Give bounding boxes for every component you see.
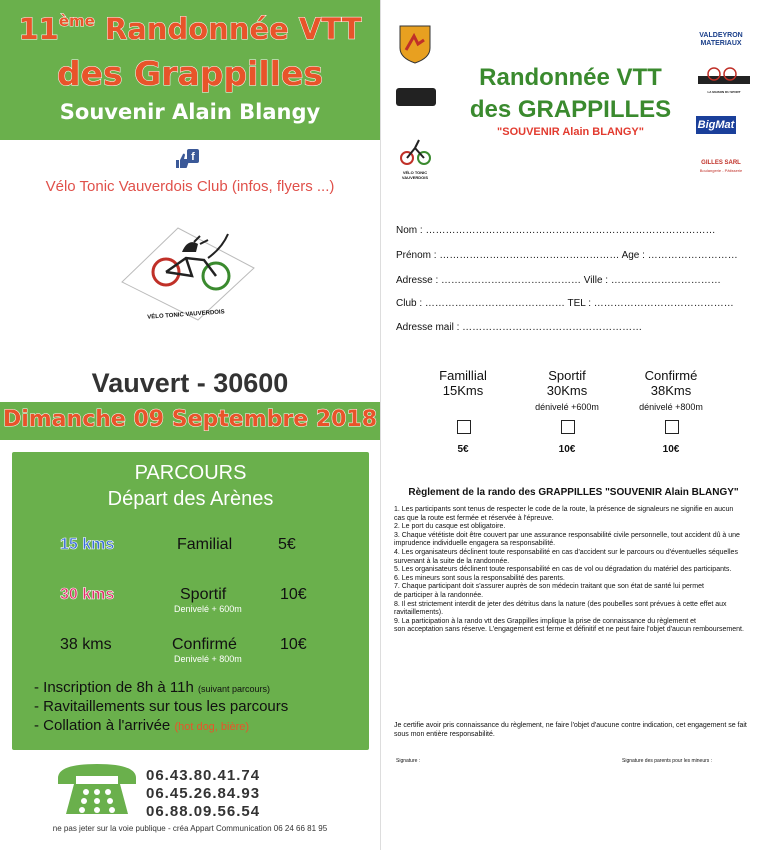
event-date: Dimanche 09 Septembre 2018	[2, 407, 378, 432]
field-nom[interactable]: Nom : ……………………………………………………………………………	[396, 225, 716, 236]
rule-line: 7. Chaque participant doit s'assurer auprès de son médecin traitant que son état de santé lui permet	[394, 583, 704, 591]
telephone-icon	[54, 760, 140, 820]
club-link[interactable]: Vélo Tonic Vauverdois Club (infos, flyers ...)	[45, 178, 335, 195]
club-logo-text: VÉLO TONIC VAUVERDOIS	[147, 309, 225, 321]
info-schedule	[34, 679, 270, 696]
level-sportif	[522, 368, 612, 413]
level-name: Confirmé	[644, 368, 698, 383]
checkbox-sportif[interactable]	[561, 420, 575, 434]
route-price: 10€	[280, 586, 307, 603]
level-name: Famillial	[439, 368, 487, 383]
rule-line: survenant à la suite de la randonnée.	[394, 557, 510, 565]
fee-familial: 5€	[457, 444, 469, 455]
parcours-title: PARCOURS	[134, 462, 247, 484]
flyer-title-line1	[0, 12, 380, 46]
svg-text:f: f	[191, 151, 195, 163]
facebook-like-icon[interactable]	[174, 148, 200, 170]
rules-title: Règlement de la rando des GRAPPILLES "SOUVENIR Alain BLANGY"	[408, 487, 739, 498]
route-level: Confirmé	[172, 636, 237, 653]
schedule-note: (suivant parcours)	[198, 684, 271, 694]
route-distance: 38 kms	[60, 636, 112, 653]
rule-line: 2. Le port du casque est obligatoire.	[394, 523, 506, 531]
checkbox-familial[interactable]	[457, 420, 471, 434]
level-familial	[418, 368, 508, 398]
route-level: Familial	[177, 536, 233, 553]
sponsor-valdeyron: VALDEYRON MATERIAUX	[699, 32, 743, 47]
form-title-line1: Randonnée VTT	[479, 64, 662, 91]
route-price: 5€	[278, 536, 296, 553]
sponsor-club-text: VÉLO TONIC VAUVERDOIS	[401, 170, 429, 180]
rule-line: 9. La participation à la rando vtt des Grappilles implique la prise de connaissance du règlement et	[394, 617, 696, 625]
schedule-text: - Inscription de 8h à 11h	[34, 679, 194, 696]
phone-number[interactable]: 06.45.26.84.93	[146, 785, 261, 802]
event-name: Randonnée VTT	[104, 12, 362, 46]
rule-line: 6. Les mineurs sont sous la responsabilité des parents.	[394, 574, 565, 582]
rule-line: cas que la route est fermée et réservée à l'épreuve.	[394, 514, 554, 522]
sponsor-shield-logo	[398, 22, 432, 64]
edition-number: 11	[18, 12, 59, 46]
rules-list	[394, 506, 750, 635]
level-distance: 30Kms	[546, 383, 588, 398]
flyer-title-line3: Souvenir Alain Blangy	[59, 100, 321, 124]
rule-line: 8. Il est strictement interdit de jeter des détritus dans la nature (des poubelles sont prévues à cette effet aux	[394, 600, 727, 608]
rule-line: imprudence individuelle engagera sa responsabilité.	[394, 540, 556, 548]
flyer	[0, 0, 380, 850]
level-distance: 38Kms	[650, 383, 692, 398]
signature-field[interactable]: Signature :	[396, 758, 421, 764]
level-name: Sportif	[548, 368, 586, 383]
sponsor-bike-logo	[398, 132, 432, 172]
sponsor-sport-text: LA MAISON DU SPORT	[707, 90, 741, 94]
route-level: Sportif	[180, 586, 227, 603]
parent-signature-field[interactable]: Signature des parents pour les mineurs :	[622, 758, 713, 764]
rule-line: 1. Les participants sont tenus de respecter le code de la route, la présence de signaleurs ne signifie en aucun	[394, 506, 734, 513]
level-confirme	[626, 368, 716, 413]
field-prenom-age[interactable]: Prénom : ……………………………………………… Age : ………………………	[396, 250, 738, 261]
phone-number[interactable]: 06.88.09.56.54	[146, 803, 261, 820]
route-price: 10€	[280, 636, 307, 653]
certification-text: Je certifie avoir pris connaissance du règlement, ne faire l'objet d'aucune contre indication, cet engagement se fait sous mon entière responsabilité.	[394, 722, 747, 738]
level-elevation: dénivelé +600m	[535, 402, 599, 412]
fee-confirme: 10€	[662, 444, 680, 455]
flyer-title-line2: des Grappilles	[57, 54, 323, 93]
info-collation	[34, 717, 249, 734]
form-title-line2: des GRAPPILLES	[469, 96, 672, 123]
route-distance: 30 kms	[60, 586, 115, 603]
rule-line: 4. Les organisateurs déclinent toute responsabilité en cas d'accident sur le parcours ou d'éventuelles séquelles	[394, 548, 738, 556]
rule-line: 5. Les organisateurs déclinent toute responsabilité en cas de vol ou dégradation du matériel des participants.	[394, 566, 732, 574]
info-supplies: - Ravitaillements sur tous les parcours	[34, 698, 289, 715]
checkbox-confirme[interactable]	[665, 420, 679, 434]
edition-suffix: ème	[58, 12, 95, 30]
sponsor-bike-shop-logo	[696, 66, 752, 88]
fee-sportif: 10€	[558, 444, 576, 455]
sponsor-bigmat: BigMat	[696, 116, 736, 134]
route-elevation: Denivelé + 600m	[174, 604, 242, 614]
collation-note: (hot dog, bière)	[174, 721, 250, 733]
field-email[interactable]: Adresse mail : ………………………………………………	[396, 322, 643, 333]
rule-line: son acceptation sans réserve. L'engagement est ferme et définitif et ne peut faire l'objet d'aucun remboursement.	[394, 626, 744, 634]
sponsor-gilles: GILLES SARL	[701, 160, 741, 166]
club-logo	[108, 222, 264, 322]
rule-line: ravitaillements).	[394, 609, 444, 617]
sponsor-gilles-sub: Boulangerie - Pâtisserie	[699, 168, 743, 173]
level-distance: 15Kms	[442, 383, 484, 398]
field-club-tel[interactable]: Club : …………………………………… TEL : ……………………………………	[396, 298, 734, 309]
rule-line: 3. Chaque vététiste doit être couvert par une assurance responsabilité civile personnelle, tout accident dû à une	[394, 531, 740, 539]
field-adresse-ville[interactable]: Adresse : …………………………………… Ville : ……………………………	[396, 275, 721, 286]
phone-number[interactable]: 06.43.80.41.74	[146, 767, 261, 784]
phone-list	[146, 767, 260, 821]
form-title-line3: "SOUVENIR Alain BLANGY"	[497, 126, 644, 138]
collation-text: - Collation à l'arrivée	[34, 717, 171, 734]
route-distance: 15 kms	[60, 536, 115, 553]
level-elevation: dénivelé +800m	[639, 402, 703, 412]
city: Vauvert - 30600	[91, 368, 289, 398]
flyer-footer: ne pas jeter sur la voie publique - créa Appart Communication 06 24 66 81 95	[52, 824, 328, 833]
parcours-subtitle: Départ des Arènes	[107, 488, 274, 510]
rule-line: de participer à la randonnée.	[394, 591, 484, 599]
route-elevation: Denivelé + 800m	[174, 654, 242, 664]
